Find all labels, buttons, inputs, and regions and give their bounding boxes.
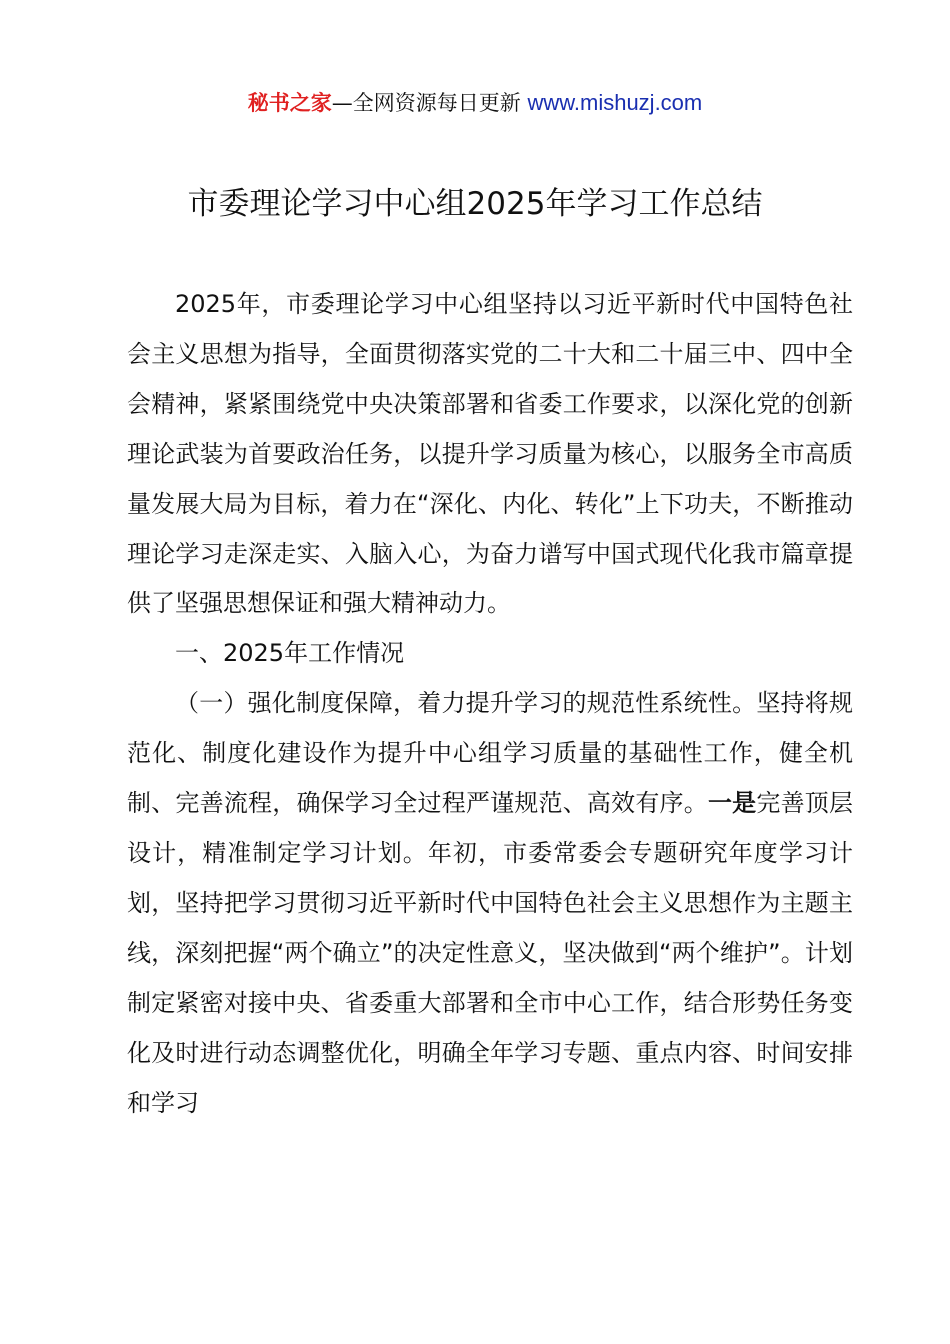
- paragraph-lead: （一）强化制度保障，着力提升学习的规范性系统性。坚持将规范化、制度化建设作为提升中心组学习质量的基础性工作，健全机制、完善流程，确保学习全过程严谨规范、高效有序。: [127, 689, 853, 818]
- header-tagline: —全网资源每日更新: [331, 91, 528, 115]
- section-paragraph: [127, 679, 853, 1128]
- paragraph-rest: 完善顶层设计，精准制定学习计划。年初，市委常委会专题研究年度学习计划，坚持把学习贯彻习近平新时代中国特色社会主义思想作为主题主线，深刻把握“两个确立”的决定性意义，坚决做到“两个维护”。计划制定紧密对接中央、省委重大部署和全市中心工作，结合形势任务变化及时进行动态调整优化，明确全年学习专题、重点内容、时间安排和学习: [127, 789, 854, 1117]
- brand-name: 秘书之家: [247, 91, 332, 115]
- site-url[interactable]: www.mishuzj.com: [527, 90, 703, 115]
- intro-paragraph: 2025年，市委理论学习中心组坚持以习近平新时代中国特色社会主义思想为指导，全面贯彻落实党的二十大和二十届三中、四中全会精神，紧紧围绕党中央决策部署和省委工作要求，以深化党的创新理论武装为首要政治任务，以提升学习质量为核心，以服务全市高质量发展大局为目标，着力在“深化、内化、转化”上下功夫，不断推动理论学习走深走实、入脑入心，为奋力谱写中国式现代化我市篇章提供了坚强思想保证和强大精神动力。: [127, 290, 853, 618]
- section-heading: 一、2025年工作情况: [175, 639, 405, 668]
- site-header: [0, 88, 950, 118]
- document-body: [127, 280, 853, 1128]
- document-title: 市委理论学习中心组2025年学习工作总结: [187, 186, 763, 222]
- bold-marker: 一是: [707, 789, 757, 818]
